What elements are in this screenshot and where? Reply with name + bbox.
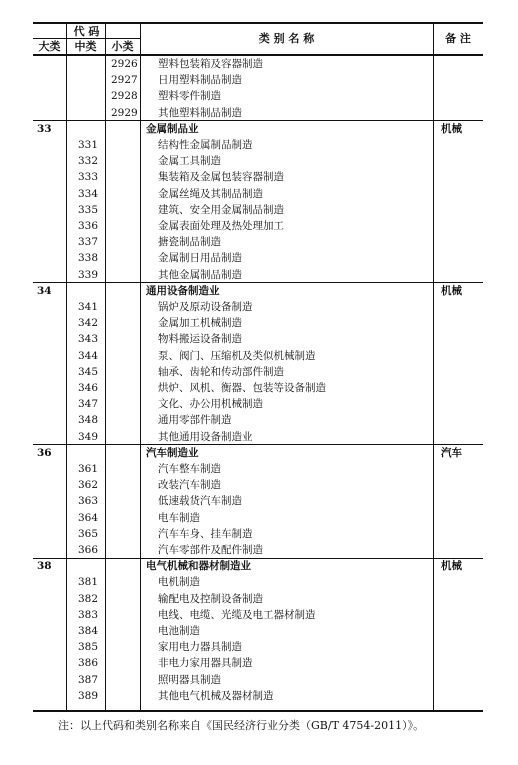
category-note: 机械	[441, 560, 462, 573]
table-row	[33, 461, 483, 477]
mid-category-code: 387	[78, 673, 99, 686]
table-row	[33, 672, 483, 688]
table-row	[33, 445, 483, 461]
mid-category-code: 386	[78, 657, 99, 670]
table-row	[33, 169, 483, 185]
category-name: 电机制造	[158, 576, 200, 589]
table-row	[33, 574, 483, 590]
mid-category-code: 334	[78, 187, 99, 200]
mid-category-code: 339	[78, 268, 99, 281]
table-row	[33, 364, 483, 380]
category-name: 文化、办公用机械制造	[158, 398, 263, 411]
table-row	[33, 623, 483, 639]
mid-category-code: 346	[78, 382, 99, 394]
category-name: 搪瓷制品制造	[158, 236, 221, 249]
table-row	[33, 493, 483, 509]
category-name: 其他电气机械及器材制造	[158, 689, 274, 702]
category-name: 家用电力器具制造	[158, 641, 242, 654]
mid-category-code: 332	[78, 155, 99, 168]
footnote: 注：以上代码和类别名称来自《国民经济行业分类（GB/T 4754-2011）》。	[58, 719, 425, 732]
category-name: 汽车车身、挂车制造	[158, 527, 253, 540]
category-name: 泵、阀门、压缩机及类似机械制造	[158, 349, 316, 362]
category-note: 汽车	[441, 446, 462, 459]
group-separator	[33, 282, 483, 283]
table-row	[33, 88, 483, 104]
mid-category-code: 343	[78, 333, 99, 346]
mid-category-code: 385	[78, 641, 99, 654]
industry-code-table	[33, 22, 483, 712]
category-name: 通用零部件制造	[158, 414, 232, 427]
big-category-code: 36	[37, 446, 52, 459]
header-category-name: 类 别 名 称	[258, 32, 315, 45]
mid-category-code: 389	[78, 689, 99, 702]
big-category-code: 34	[37, 284, 52, 297]
table-row	[33, 137, 483, 153]
category-name: 电气机械和器材制造业	[146, 560, 251, 573]
table-row	[33, 250, 483, 266]
table-row	[33, 558, 483, 574]
category-name: 照明器具制造	[158, 673, 221, 686]
mid-category-code: 384	[78, 625, 99, 637]
category-name: 锅炉及原动设备制造	[158, 301, 253, 313]
category-name: 电线、电缆、光缆及电工器材制造	[158, 608, 316, 621]
mid-category-code: 383	[78, 608, 99, 621]
category-name: 塑料包装箱及容器制造	[158, 58, 263, 70]
table-row	[33, 121, 483, 137]
category-name: 改装汽车制造	[158, 479, 221, 492]
table-row	[33, 56, 483, 72]
table-row	[33, 688, 483, 704]
mid-category-code: 331	[78, 139, 99, 151]
mid-category-code: 362	[78, 479, 99, 492]
mid-category-code: 363	[78, 495, 99, 508]
group-separator	[33, 444, 483, 445]
category-name: 金属加工机械制造	[158, 317, 242, 330]
table-row	[33, 510, 483, 526]
category-name: 低速载货汽车制造	[158, 495, 242, 508]
category-name: 烘炉、风机、衡器、包装等设备制造	[158, 382, 326, 394]
mid-category-code: 381	[78, 576, 99, 589]
mid-category-code: 337	[78, 236, 99, 249]
small-category-code: 2929	[111, 106, 138, 119]
category-name: 电车制造	[158, 511, 200, 524]
table-row	[33, 591, 483, 607]
category-name: 输配电及控制设备制造	[158, 592, 263, 605]
mid-category-code: 344	[78, 349, 99, 362]
table-row	[33, 542, 483, 558]
category-name: 通用设备制造业	[146, 284, 220, 297]
category-name: 汽车整车制造	[158, 463, 221, 475]
mid-category-code: 365	[78, 527, 99, 540]
category-name: 金属制日用品制造	[158, 252, 242, 265]
table-row	[33, 348, 483, 364]
category-name: 塑料零件制造	[158, 90, 221, 103]
table-row	[33, 267, 483, 283]
table-row	[33, 639, 483, 655]
table-row	[33, 186, 483, 202]
table-row	[33, 396, 483, 412]
table-row	[33, 607, 483, 623]
category-name: 建筑、安全用金属制品制造	[158, 203, 284, 216]
big-category-code: 38	[37, 560, 52, 573]
mid-category-code: 366	[78, 544, 99, 556]
mid-category-code: 347	[78, 398, 99, 411]
mid-category-code: 364	[78, 511, 99, 524]
big-category-code: 33	[37, 122, 52, 135]
mid-category-code: 333	[78, 171, 99, 184]
small-category-code: 2926	[111, 58, 138, 70]
mid-category-code: 335	[78, 203, 99, 216]
mid-category-code: 338	[78, 252, 99, 265]
group-separator	[33, 558, 483, 559]
header-big-category: 大类	[38, 40, 61, 53]
small-category-code: 2927	[111, 74, 138, 87]
category-name: 其他金属制品制造	[158, 268, 242, 281]
category-name: 非电力家用器具制造	[158, 657, 253, 670]
small-category-code: 2928	[111, 90, 138, 103]
category-note: 机械	[441, 284, 462, 297]
mid-category-code: 349	[78, 430, 99, 443]
table-row	[33, 331, 483, 347]
table-row	[33, 412, 483, 428]
category-note: 机械	[441, 122, 462, 135]
table-row	[33, 234, 483, 250]
category-name: 日用塑料制品制造	[158, 74, 242, 87]
mid-category-code: 382	[78, 592, 99, 605]
table-row	[33, 72, 483, 88]
table-row	[33, 477, 483, 493]
category-name: 金属丝绳及其制品制造	[158, 187, 263, 200]
category-name: 金属制品业	[146, 122, 199, 135]
table-row	[33, 218, 483, 234]
header-note: 备 注	[445, 32, 471, 45]
mid-category-code: 361	[78, 463, 99, 475]
table-row	[33, 315, 483, 331]
table-row	[33, 283, 483, 299]
table-row	[33, 105, 483, 121]
mid-category-code: 345	[78, 365, 99, 378]
table-row	[33, 380, 483, 396]
header-small-category: 小类	[111, 40, 134, 53]
header-split-line	[33, 38, 140, 39]
category-name: 汽车制造业	[146, 446, 199, 459]
table-row	[33, 655, 483, 671]
mid-category-code: 341	[78, 301, 99, 313]
header-mid-category: 中类	[74, 40, 97, 53]
mid-category-code: 348	[78, 414, 99, 427]
category-name: 电池制造	[158, 625, 200, 637]
table-row	[33, 429, 483, 445]
category-name: 金属表面处理及热处理加工	[158, 220, 284, 232]
category-name: 金属工具制造	[158, 155, 221, 168]
group-separator	[33, 120, 483, 121]
table-row	[33, 153, 483, 169]
category-name: 集装箱及金属包装容器制造	[158, 171, 284, 184]
table-row	[33, 202, 483, 218]
category-name: 其他通用设备制造业	[158, 430, 253, 443]
mid-category-code: 336	[78, 220, 99, 232]
category-name: 轴承、齿轮和传动部件制造	[158, 365, 284, 378]
table-row	[33, 299, 483, 315]
mid-category-code: 342	[78, 317, 99, 330]
category-name: 汽车零部件及配件制造	[158, 544, 263, 556]
category-name: 结构性金属制品制造	[158, 139, 253, 151]
header-code: 代 码	[73, 25, 100, 38]
table-row	[33, 526, 483, 542]
category-name: 其他塑料制品制造	[158, 106, 242, 119]
category-name: 物料搬运设备制造	[158, 333, 242, 346]
